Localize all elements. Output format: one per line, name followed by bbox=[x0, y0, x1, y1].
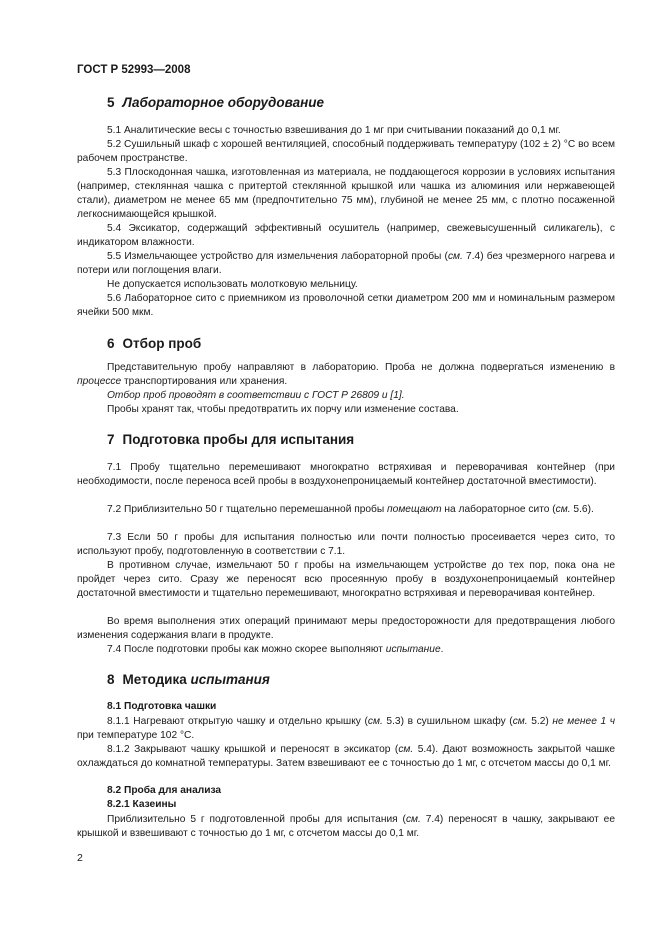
para-7-3-c: Во время выполнения этих операций принимают меры предосторожности для предотвращения любого изменения содержания влаги в продукте. bbox=[77, 616, 615, 642]
subsection-8-2-heading: 8.2 Проба для анализа bbox=[107, 785, 222, 796]
section-7-title: Подготовка пробы для испытания bbox=[122, 432, 355, 447]
section-8-title-em: испытания bbox=[190, 672, 270, 687]
section-5-number: 5 bbox=[107, 95, 115, 110]
para-5-5 bbox=[77, 250, 615, 278]
para-7-3: 7.3 Если 50 г пробы для испытания полностью или почти полностью просеивается через сито, то используют пробу, подготовленную в соответствии с 7.1. bbox=[77, 532, 615, 558]
section-5-title: Лабораторное оборудование bbox=[122, 95, 325, 110]
section-6-number: 6 bbox=[107, 336, 115, 351]
para-7-4 bbox=[77, 643, 615, 657]
para-5-5-note: Не допускается использовать молотковую мельницу. bbox=[107, 279, 358, 290]
subsection-8-2-1-heading: 8.2.1 Казеины bbox=[107, 799, 177, 810]
para-8-1-1-text-a: 8.1.1 Нагревают открытую чашку и отдельно крышку ( bbox=[107, 716, 368, 727]
para-8-2-1 bbox=[77, 813, 615, 841]
para-8-1-2-text-a: 8.1.2 Закрывают чашку крышкой и переносят в эксикатор ( bbox=[107, 744, 399, 755]
section-8-heading bbox=[107, 672, 270, 687]
section-7-number: 7 bbox=[107, 432, 115, 447]
para-6-3: Пробы хранят так, чтобы предотвратить их порчу или изменение состава. bbox=[107, 404, 459, 415]
para-6-1 bbox=[77, 361, 615, 389]
para-7-3-b: В противном случае, измельчают 50 г пробы на измельчающем устройстве до тех пор, пока она не пройдет через сито. Сразу же переносят всю просеянную пробу в воздухонепроницаемый контейнер достаточной вместимости и тщательно перемешивают, многократно встряхивая и переворачивая контейнер. bbox=[77, 560, 615, 600]
para-7-2 bbox=[77, 503, 615, 517]
para-7-2-em: помещают bbox=[387, 504, 442, 515]
para-7-4-text-b: . bbox=[440, 644, 444, 655]
para-8-1-1 bbox=[77, 715, 615, 743]
para-7-2-text-b: на лабораторное сито ( bbox=[441, 504, 556, 515]
para-6-2: Отбор проб проводят в соответствии с ГОСТ Р 26809 и [1]. bbox=[107, 390, 405, 401]
para-8-2-1-ref: см. bbox=[405, 814, 421, 825]
para-6-1-text-a: Представительную пробу направляют в лабораторию. Проба не должна подвергаться изменению в bbox=[107, 362, 615, 373]
para-8-1-1-text-b: 5.3) в сушильном шкафу ( bbox=[382, 716, 513, 727]
para-8-2-1-text-b: 7.4) переносят в чашку, закрывают ее крышкой и взвешивают с точностью до 1 мг, с отсчетом массы до 0,1 мг. bbox=[77, 814, 615, 840]
para-5-5-text-a: 5.5 Измельчающее устройство для измельчения лабораторной пробы ( bbox=[107, 251, 448, 262]
para-7-4-text-a: 7.4 После подготовки пробы как можно скорее выполняют bbox=[107, 644, 386, 655]
section-8-number: 8 bbox=[107, 672, 115, 687]
para-5-4: 5.4 Эксикатор, содержащий эффективный осушитель (например, свежевысушенный силикагель), с индикатором влажности. bbox=[77, 223, 615, 249]
section-5-heading bbox=[107, 95, 324, 110]
section-7-heading bbox=[107, 432, 354, 447]
para-8-1-2-ref: см. bbox=[398, 744, 414, 755]
para-5-5-ref: см. bbox=[447, 251, 463, 262]
para-5-3: 5.3 Плоскодонная чашка, изготовленная из материала, не поддающегося коррозии в условиях испытания (например, стеклянная чашка с притертой стеклянной крышкой или чашка из алюминия или нержавеющей стали), диаметром не менее 65 мм (предпочтительно 75 мм), глубиной не менее 25 мм, с плотно посаженной легкоснимающейся крышкой. bbox=[77, 167, 615, 221]
subsection-8-1-heading: 8.1 Подготовка чашки bbox=[107, 701, 217, 712]
para-5-5-text-b: 7.4) без чрезмерного нагрева и потери или поглощения влаги. bbox=[77, 251, 615, 277]
page-number: 2 bbox=[77, 852, 83, 864]
para-8-1-1-ref2: см. bbox=[512, 716, 528, 727]
para-8-2-1-text-a: Приблизительно 5 г подготовленной пробы для испытания ( bbox=[107, 814, 406, 825]
section-6-title: Отбор проб bbox=[122, 336, 202, 351]
para-8-1-1-text-d: при температуре 102 °С. bbox=[77, 730, 195, 742]
document-header: ГОСТ Р 52993—2008 bbox=[77, 64, 191, 76]
para-8-1-1-em: не менее 1 ч bbox=[552, 716, 616, 727]
para-7-2-text-a: 7.2 Приблизительно 50 г тщательно перемешанной пробы bbox=[107, 504, 388, 515]
para-8-1-1-ref1: см. bbox=[367, 716, 383, 727]
para-7-4-em: испытание bbox=[385, 644, 441, 655]
para-5-6: 5.6 Лабораторное сито с приемником из проволочной сетки диаметром 200 мм и номинальным размером ячейки 500 мкм. bbox=[77, 293, 615, 319]
para-6-1-em: процессе bbox=[77, 376, 122, 388]
para-7-2-text-c: 5.6). bbox=[570, 504, 594, 515]
para-5-1: 5.1 Аналитические весы с точностью взвешивания до 1 мг при считывании показаний до 0,1 мг. bbox=[107, 125, 561, 136]
para-8-1-2 bbox=[77, 743, 615, 771]
para-6-1-text-b: транспортирования или хранения. bbox=[121, 376, 288, 388]
section-8-title-a: Методика bbox=[122, 672, 191, 687]
para-7-1: 7.1 Пробу тщательно перемешивают многократно встряхивая и переворачивая контейнер (при необходимости, после переноса всей пробы в воздухонепроницаемый контейнер достаточной вместимости). bbox=[77, 462, 615, 488]
para-8-1-1-text-c: 5.2) bbox=[527, 716, 553, 727]
para-5-2: 5.2 Сушильный шкаф с хорошей вентиляцией, способный поддерживать температуру (102 ± 2) °С во всем рабочем пространстве. bbox=[77, 139, 615, 165]
section-6-heading bbox=[107, 336, 201, 351]
para-8-1-2-text-b: 5.4). Дают возможность закрытой чашке охлаждаться до комнатной температуры. Затем взвешивают ее с точностью до 1 мг, с отсчетом массы до 0,1 мг. bbox=[77, 744, 615, 770]
para-7-2-ref: см. bbox=[555, 504, 571, 515]
